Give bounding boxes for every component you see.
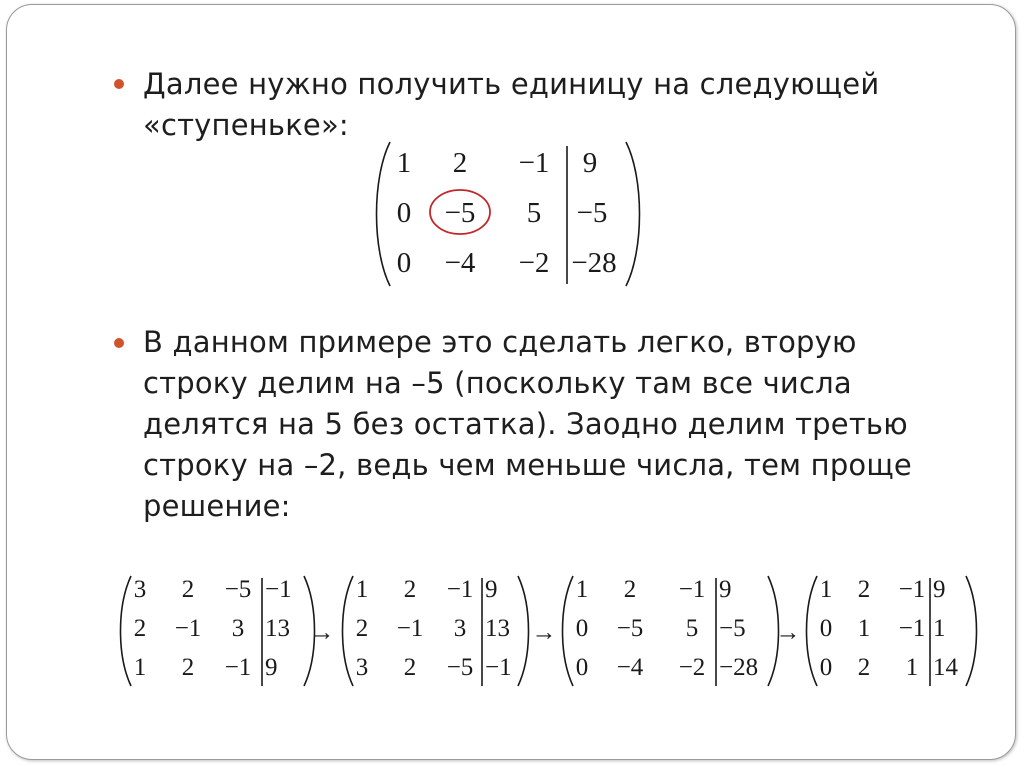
bullet-2-line-5: решение: xyxy=(143,489,291,523)
chain-cell-r3-c3: −1 xyxy=(224,654,252,681)
chain-cell-r2-c1: 0 xyxy=(819,615,833,642)
chain-cell-r1-c2: 2 xyxy=(181,576,195,603)
chain-cell-r1-c4: 9 xyxy=(933,576,946,603)
chain-cell-r3-c4: 9 xyxy=(265,654,278,681)
chain-cell-r2-c2: −1 xyxy=(396,615,424,642)
chain-cell-r1-c3: −1 xyxy=(678,576,706,603)
left-paren xyxy=(563,576,574,686)
bullet-2-line-2: строку делим на –5 (поскольку там все числа xyxy=(143,366,852,400)
chain-cell-r1-c3: −5 xyxy=(224,576,252,603)
chain-cell-r3-c3: 1 xyxy=(905,654,919,681)
chain-cell-r2-c3: 5 xyxy=(685,615,699,642)
cell-r2-c4: −5 xyxy=(576,197,608,229)
chain-cell-r1-c1: 1 xyxy=(819,576,833,603)
chain-cell-r1-c2: 2 xyxy=(857,576,871,603)
cell-r2-c1: 0 xyxy=(396,197,412,229)
cell-r3-c3: −2 xyxy=(518,247,550,279)
cell-r1-c4: 9 xyxy=(582,147,598,179)
cell-r3-c1: 0 xyxy=(396,247,412,279)
chain-cell-r3-c1: 3 xyxy=(355,654,369,681)
bullet-1-line-1: Далее нужно получить единицу на следующей xyxy=(143,67,880,101)
cell-r1-c1: 1 xyxy=(396,147,412,179)
chain-cell-r2-c4: 13 xyxy=(265,615,290,642)
bullet-text-1 xyxy=(143,64,879,146)
chain-cell-r3-c3: −2 xyxy=(678,654,706,681)
bullet-marker xyxy=(114,79,124,89)
cell-r1-c2: 2 xyxy=(452,147,468,179)
chain-cell-r2-c2: −1 xyxy=(174,615,202,642)
cell-r3-c4: −28 xyxy=(571,247,617,279)
chain-cell-r3-c1: 0 xyxy=(819,654,833,681)
chain-cell-r3-c2: 2 xyxy=(181,654,195,681)
cell-r2-c2: −5 xyxy=(444,197,476,229)
chain-cell-r3-c1: 0 xyxy=(575,654,589,681)
bullet-2-line-4: строку на –2, ведь чем меньше числа, тем проще xyxy=(143,448,912,482)
left-paren xyxy=(121,576,132,686)
chain-cell-r2-c1: 0 xyxy=(575,615,589,642)
chain-cell-r2-c3: −1 xyxy=(898,615,926,642)
chain-cell-r2-c4: 13 xyxy=(485,615,510,642)
chain-cell-r2-c3: 3 xyxy=(453,615,467,642)
chain-cell-r3-c3: −5 xyxy=(446,654,474,681)
chain-matrix-3 xyxy=(563,576,779,686)
chain-cell-r2-c2: 1 xyxy=(857,615,871,642)
chain-cell-r1-c3: −1 xyxy=(446,576,474,603)
cell-r1-c3: −1 xyxy=(518,147,550,179)
transform-arrow-1: → xyxy=(309,619,335,646)
chain-cell-r1-c2: 2 xyxy=(623,576,637,603)
chain-cell-r2-c3: 3 xyxy=(231,615,245,642)
chain-cell-r3-c2: −4 xyxy=(616,654,644,681)
chain-cell-r3-c2: 2 xyxy=(403,654,417,681)
chain-cell-r1-c2: 2 xyxy=(403,576,417,603)
chain-cell-r3-c2: 2 xyxy=(857,654,871,681)
cell-r3-c2: −4 xyxy=(444,247,476,279)
cell-r2-c3: 5 xyxy=(526,197,542,229)
right-paren xyxy=(518,576,529,686)
chain-cell-r1-c4: 9 xyxy=(485,576,498,603)
chain-cell-r2-c1: 2 xyxy=(355,615,369,642)
bullet-2-line-3: делятся на 5 без остатка). Заодно делим третью xyxy=(143,407,908,441)
chain-cell-r3-c4: 14 xyxy=(933,654,958,681)
left-paren xyxy=(807,576,818,686)
left-paren xyxy=(377,142,391,286)
bullet-1-line-2: «ступеньке»: xyxy=(143,108,349,142)
transform-arrow-3: → xyxy=(775,619,801,646)
chain-cell-r1-c1: 1 xyxy=(575,576,589,603)
bullet-marker xyxy=(114,338,124,348)
chain-cell-r1-c4: −1 xyxy=(265,576,292,603)
right-paren xyxy=(626,142,640,286)
chain-cell-r1-c1: 1 xyxy=(355,576,369,603)
chain-cell-r2-c2: −5 xyxy=(616,615,644,642)
chain-cell-r3-c1: 1 xyxy=(133,654,147,681)
matrix-chain-group xyxy=(121,576,977,686)
chain-cell-r3-c4: −28 xyxy=(719,654,759,681)
chain-cell-r2-c1: 2 xyxy=(133,615,147,642)
chain-matrix-2 xyxy=(343,576,529,686)
chain-cell-r2-c4: 1 xyxy=(933,615,946,642)
chain-cell-r1-c1: 3 xyxy=(133,576,147,603)
pivot-matrix xyxy=(376,138,646,290)
bullet-text-2 xyxy=(143,322,912,527)
chain-cell-r1-c4: 9 xyxy=(719,576,732,603)
chain-matrix-1 xyxy=(121,576,315,686)
bullet-2-line-1: В данном примере это сделать легко, вторую xyxy=(143,325,857,359)
chain-cell-r3-c4: −1 xyxy=(485,654,512,681)
chain-matrix-4 xyxy=(807,576,977,686)
transform-arrow-2: → xyxy=(531,619,557,646)
right-paren xyxy=(966,576,977,686)
chain-cell-r2-c4: −5 xyxy=(719,615,746,642)
matrix-chain xyxy=(116,570,982,692)
chain-cell-r1-c3: −1 xyxy=(898,576,926,603)
left-paren xyxy=(343,576,354,686)
